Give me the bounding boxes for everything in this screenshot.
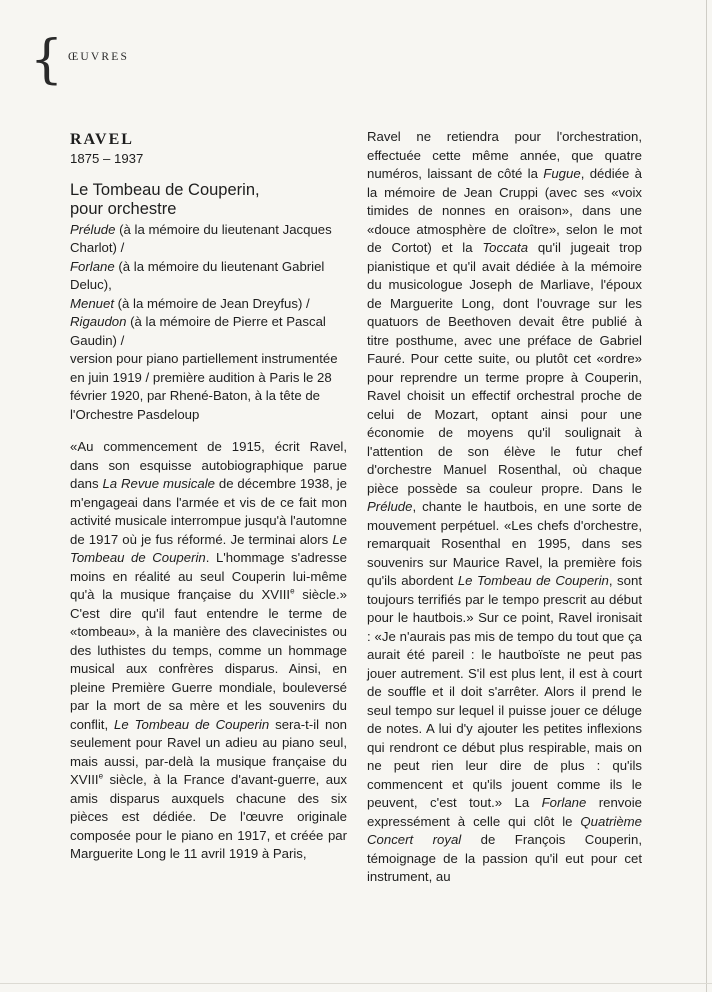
superscript: e: [98, 771, 104, 781]
italic-run: Fugue: [543, 166, 581, 181]
italic-run: Le Tombeau de Couperin: [457, 573, 609, 588]
page-edge-bottom: [0, 983, 712, 984]
text-run: renvoie expressément à celle qui clôt le: [367, 795, 642, 829]
text-run: «Au commencement de 1915, écrit Ravel, dans son esquisse autobiographique parue dans: [70, 439, 347, 491]
dedication-prelude-title: Prélude: [70, 221, 116, 237]
text-run: sera-t-il non seulement pour Ravel un adieu au piano seul, mais aussi, par-delà la musique française du XVIII: [70, 716, 347, 787]
section-brace: {: [30, 30, 64, 90]
text-run: qu'il jugeait trop pianistique et qu'il avait dédiée à la mémoire du musicologue Joseph de Marliave, l'époux de Marguerite Long, dont l'ouvrage sur les quatuors de Beethoven devait être publié à titre posthume, avec une préface de Gabriel Fauré. Pour cette suite, ou plutôt cet «ordre» pour reprendre un terme propre à Couperin, Ravel choisit un effectif orchestral proche de celui de Mozart, optant ainsi pour une économie de moyens qu'il soulignait à l'attention de son élève le futur chef d'orchestre Manuel Rosenthal, où chaque pièce possède sa couleur propre. Dans le: [367, 240, 643, 496]
section-title: ŒUVRES: [68, 51, 130, 63]
dedication-prelude-text: (à la mémoire du lieutenant Jacques Charlot) /: [70, 221, 332, 255]
work-title-line2: pour orchestre: [70, 199, 177, 218]
dedication-rigaudon: [70, 313, 347, 350]
composer-name: RAVEL: [70, 131, 134, 148]
text-run: , chante le hautbois, en une sorte de mouvement perpétuel. «Les chefs d'orchestre, remarquait Rosenthal en 1995, dans ses souvenirs sur Maurice Ravel, la première fois qu'ils abordent: [367, 499, 642, 588]
right-column: [367, 128, 642, 887]
italic-run: Le Tombeau de Couperin: [114, 716, 270, 732]
dedication-rigaudon-text: (à la mémoire de Pierre et Pascal Gaudin) /: [70, 314, 326, 348]
italic-run: Quatrième Concert royal: [367, 813, 642, 847]
text-run: siècle, à la France d'avant-guerre, aux amis disparus auxquels chacune des six pièces est dédiée. De l'œuvre originale composée pour le piano en 1917, et créée par Marguerite Long le 11 avril 1919 à Paris,: [70, 772, 347, 861]
left-body-text: [70, 438, 347, 864]
text-run: , sont toujours terrifiés par le tempo prescrit au début pour le hautbois.» Sur ce point, Ravel ironisait : «Je n'aurais pas mis de tempo du tout que ça aurait été pareil : le hautboïste ne peut pas jouer autrement. S'il est plus lent, il est à court de souffle et il doit s'arrêter. Alors il prend le seul tempo sur lequel il puisse jouer ce déluge de notes. A lui d'y ajouter les petites inflexions qui rendront ce début plus respirable, mais on ne peut rien leur dire de plus : qu'ils commencent et qu'ils jouent comme ils le peuvent, c'est tout.» La: [367, 573, 642, 810]
text-run: de décembre 1938, je m'engageai dans l'armée et vis de ce fait mon activité musicale interrompue jusqu'à l'automne de 1917 où je fus réformé. Je terminai alors: [70, 476, 347, 547]
italic-run: Prélude: [367, 499, 413, 514]
premiere-info: version pour piano partiellement instrumentée en juin 1919 / première audition à Paris le 28 février 1920, par Rhené-Baton, à la tête de l'Orchestre Pasdeloup: [70, 351, 338, 422]
dedication-menuet: [70, 295, 347, 314]
text-run: , dédiée à la mémoire de Jean Cruppi (avec ses «voix timides de nonnes en oraison», dans une «douce atmosphère de cloître», selon le mot de Cortot) et la: [367, 166, 642, 255]
work-details: [70, 221, 347, 425]
composer-dates: 1875 – 1937: [70, 151, 144, 166]
dedication-menuet-text: (à la mémoire de Jean Dreyfus) /: [114, 295, 310, 311]
italic-run: La Revue musicale: [102, 476, 215, 491]
dedication-rigaudon-title: Rigaudon: [70, 314, 127, 329]
text-run: siècle.» C'est dire qu'il faut entendre le terme de «tombeau», à la manière des clavecinistes ou des luthistes du temps, comme un hommage musical aux confrères disparus. Ainsi, en pleine Première Guerre mondiale, bouleversé par la mort de sa mère et les souvenirs du conflit,: [70, 587, 347, 732]
dedication-prelude: [70, 221, 347, 258]
superscript: e: [290, 586, 295, 596]
dedication-forlane-title: Forlane: [70, 258, 115, 274]
work-title-line1: Le Tombeau de Couperin,: [70, 180, 260, 199]
left-column: [70, 130, 347, 864]
italic-run: Toccata: [482, 240, 529, 255]
dedication-forlane: [70, 258, 347, 295]
work-title: [70, 181, 347, 219]
text-run: Ravel ne retiendra pour l'orchestration, effectuée cette même année, que quatre numéros, laissant de côté la: [367, 129, 642, 181]
text-run: de François Couperin, témoignage de la passion qu'il eut pour cet instrument, au: [367, 832, 642, 884]
dedication-menuet-title: Menuet: [70, 295, 114, 311]
text-run: . L'hommage s'adresse moins en réalité au seul Couperin lui-même qu'à la musique française du XVIII: [70, 550, 347, 602]
page-edge-right: [706, 0, 707, 992]
dedication-forlane-text: (à la mémoire du lieutenant Gabriel Deluc),: [70, 258, 325, 292]
italic-run: Le Tombeau de Couperin: [70, 531, 347, 565]
italic-run: Forlane: [541, 795, 587, 810]
right-body-text: [367, 128, 642, 887]
